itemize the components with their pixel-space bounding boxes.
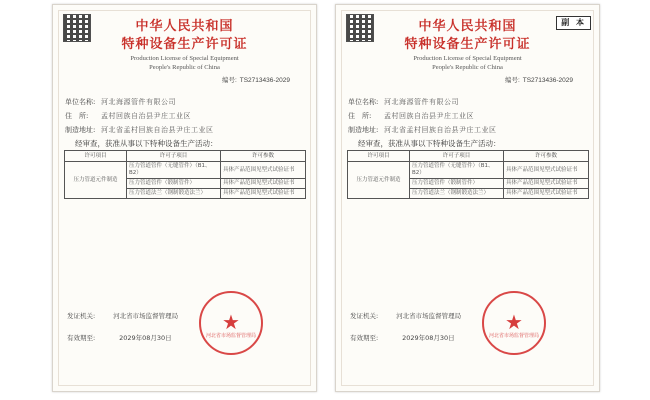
official-seal-icon: ★ 河北省市场监督管理局 xyxy=(482,291,546,355)
valid-until-value: 2029年08月30日 xyxy=(402,334,455,342)
manufacturing-site-field xyxy=(65,125,214,135)
permit-parameter: 具体产品范围见型式试验证书 xyxy=(504,189,589,199)
permit-parameter: 具体产品范围见型式试验证书 xyxy=(221,162,306,179)
header-permit-item: 许可项目 xyxy=(348,151,410,162)
license-number-value: TS2713436-2029 xyxy=(239,77,290,84)
approval-statement: 经审查，获准从事以下特种设备生产活动： xyxy=(75,139,218,148)
address-label: 住 所: xyxy=(65,112,89,120)
certificate-subtitle-line1: Production License of Special Equipment xyxy=(413,55,522,62)
permit-subitem: 压力管道法兰（钢制锻造法兰） xyxy=(410,189,504,199)
table-row xyxy=(348,162,589,179)
official-seal-icon: ★ 河北省市场监督管理局 xyxy=(199,291,263,355)
unit-name-value: 河北海源管件有限公司 xyxy=(384,98,459,106)
header-permit-parameter: 许可参数 xyxy=(504,151,589,162)
unit-name-label: 单位名称: xyxy=(348,98,379,106)
license-certificate-original xyxy=(52,4,317,392)
permit-category: 压力管道元件制造 xyxy=(348,162,410,199)
manufacturing-site-label: 制造地址: xyxy=(65,126,96,134)
permit-subitem: 压力管道法兰（钢制锻造法兰） xyxy=(127,189,221,199)
certificate-subtitle-line1: Production License of Special Equipment xyxy=(130,55,239,62)
certificate-title-line1: 中华人民共和国 xyxy=(418,19,517,34)
issuing-authority-value: 河北省市场监督管理局 xyxy=(113,312,179,320)
issuing-authority xyxy=(67,311,178,320)
unit-name-label: 单位名称: xyxy=(65,98,96,106)
permit-subitem: 压力管道管件（锻制管件） xyxy=(410,179,504,189)
header-permit-parameter: 许可参数 xyxy=(221,151,306,162)
certificate-title-line1: 中华人民共和国 xyxy=(135,19,234,34)
issuing-authority-label: 发证机关: xyxy=(67,312,96,320)
permit-parameter: 具体产品范围见型式试验证书 xyxy=(504,179,589,189)
issuing-authority-value: 河北省市场监督管理局 xyxy=(396,312,462,320)
unit-name-field xyxy=(65,97,176,107)
permit-parameter: 具体产品范围见型式试验证书 xyxy=(221,189,306,199)
license-number-value: TS2713436-2029 xyxy=(522,77,573,84)
issuing-authority-label: 发证机关: xyxy=(350,312,379,320)
permit-category: 压力管道元件制造 xyxy=(65,162,127,199)
certificate-title-line2: 特种设备生产许可证 xyxy=(121,37,248,52)
address-label: 住 所: xyxy=(348,112,372,120)
address-field xyxy=(65,111,191,121)
table-row xyxy=(65,162,306,179)
seal-text: 河北省市场监督管理局 xyxy=(205,333,256,339)
permit-subitem: 压力管道管件（无缝管件）（B1、B2） xyxy=(127,162,221,179)
license-number xyxy=(505,75,573,84)
manufacturing-site-value: 河北省孟村回族自治县尹庄工业区 xyxy=(384,126,497,134)
header-permit-item: 许可项目 xyxy=(65,151,127,162)
permit-table-header xyxy=(65,151,306,162)
license-number xyxy=(222,75,290,84)
permit-table xyxy=(64,150,306,199)
header-permit-subitem: 许可子项目 xyxy=(127,151,221,162)
certificate-title-line2: 特种设备生产许可证 xyxy=(404,37,531,52)
certificate-subtitle-line2: People's Republic of China xyxy=(149,64,220,71)
address-field xyxy=(348,111,474,121)
copy-badge: 副 本 xyxy=(556,16,591,30)
issuing-authority xyxy=(350,311,461,320)
unit-name-value: 河北海源管件有限公司 xyxy=(101,98,176,106)
license-certificate-copy xyxy=(335,4,600,392)
permit-subitem: 压力管道管件（无缝管件）（B1、B2） xyxy=(410,162,504,179)
license-number-label: 编号: xyxy=(221,77,237,84)
manufacturing-site-field xyxy=(348,125,497,135)
valid-until xyxy=(350,333,455,342)
valid-until xyxy=(67,333,172,342)
header-permit-subitem: 许可子项目 xyxy=(410,151,504,162)
certificate-subtitle-line2: People's Republic of China xyxy=(432,64,503,71)
permit-table xyxy=(347,150,589,199)
valid-until-label: 有效期至: xyxy=(67,334,96,342)
unit-name-field xyxy=(348,97,459,107)
license-number-label: 编号: xyxy=(504,77,520,84)
manufacturing-site-label: 制造地址: xyxy=(348,126,379,134)
permit-parameter: 具体产品范围见型式试验证书 xyxy=(504,162,589,179)
manufacturing-site-value: 河北省孟村回族自治县尹庄工业区 xyxy=(101,126,214,134)
address-value: 孟村回族自治县尹庄工业区 xyxy=(384,112,474,120)
valid-until-label: 有效期至: xyxy=(350,334,379,342)
permit-parameter: 具体产品范围见型式试验证书 xyxy=(221,179,306,189)
valid-until-value: 2029年08月30日 xyxy=(119,334,172,342)
approval-statement: 经审查，获准从事以下特种设备生产活动： xyxy=(358,139,501,148)
address-value: 孟村回族自治县尹庄工业区 xyxy=(101,112,191,120)
seal-text: 河北省市场监督管理局 xyxy=(488,333,539,339)
permit-table-header xyxy=(348,151,589,162)
permit-subitem: 压力管道管件（锻制管件） xyxy=(127,179,221,189)
